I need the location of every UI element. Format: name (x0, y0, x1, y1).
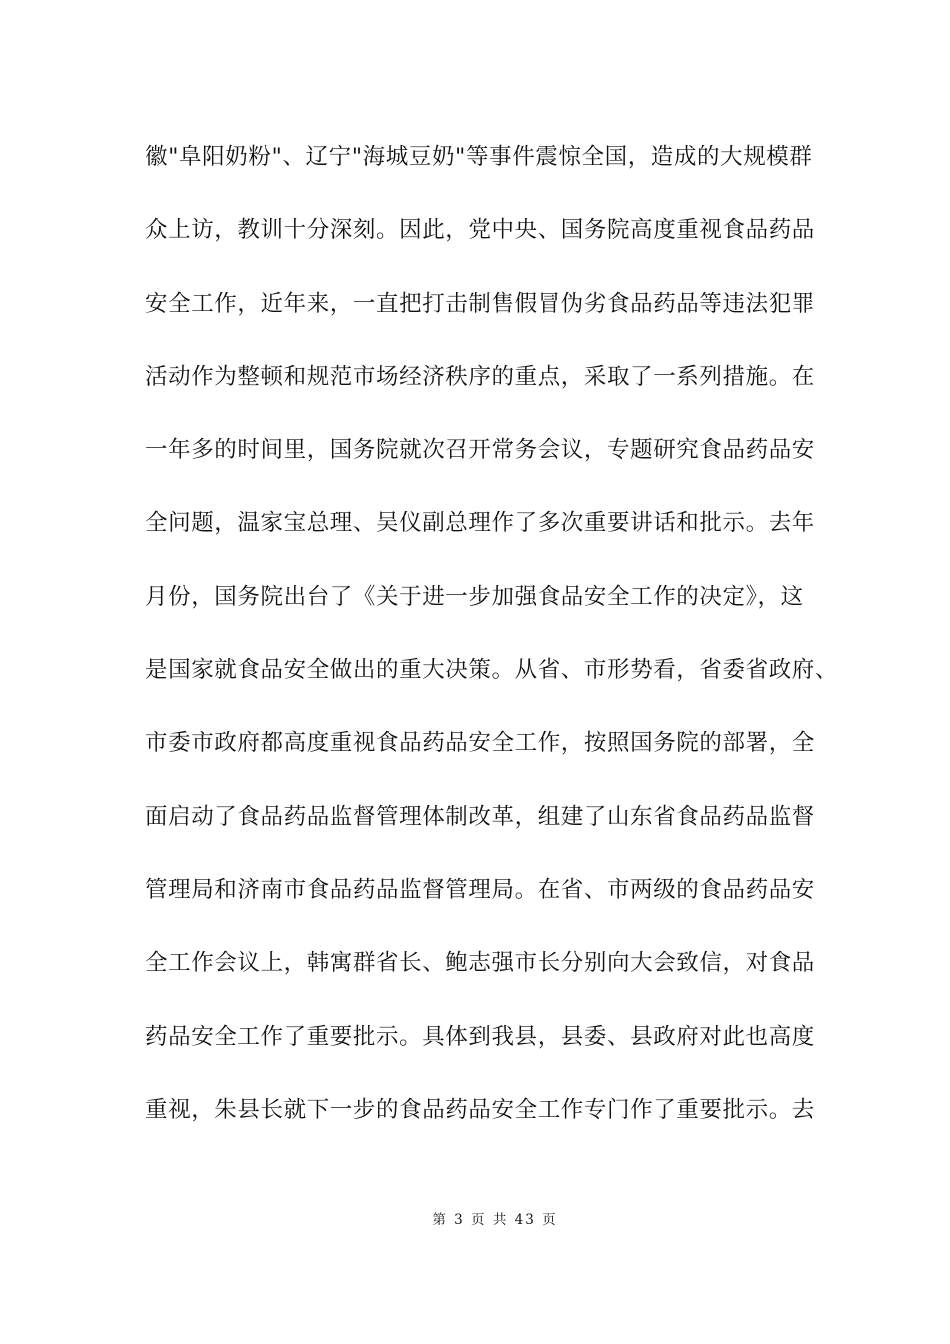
text-line-12: 全工作会议上，韩寓群省长、鲍志强市长分别向大会致信，对食品 (145, 950, 815, 977)
text-line-4: 活动作为整顿和规范市场经济秩序的重点，采取了一系列措施。在 (145, 363, 815, 390)
text-line-7: 月份，国务院出台了《关于进一步加强食品安全工作的决定》，这 (145, 583, 804, 610)
text-line-1: 徽"阜阳奶粉"、辽宁"海城豆奶"等事件震惊全国，造成的大规模群 (145, 144, 813, 170)
text-line-3: 安全工作，近年来，一直把打击制售假冒伪劣食品药品等违法犯罪 (145, 290, 815, 317)
text-line-10: 面启动了食品药品监督管理体制改革，组建了山东省食品药品监督 (145, 803, 815, 830)
text-line-9: 市委市政府都高度重视食品药品安全工作，按照国务院的部署，全 (145, 730, 815, 757)
text-line-11: 管理局和济南市食品药品监督管理局。在省、市两级的食品药品安 (145, 876, 815, 903)
text-line-13: 药品安全工作了重要批示。具体到我县，县委、县政府对此也高度 (145, 1023, 815, 1050)
body-text (145, 134, 839, 1160)
text-line-14: 重视，朱县长就下一步的食品药品安全工作专门作了重要批示。去 (145, 1096, 815, 1123)
text-line-6: 全问题，温家宝总理、吴仪副总理作了多次重要讲话和批示。去年 (145, 510, 815, 537)
text-line-8: 是国家就食品安全做出的重大决策。从省、市形势看，省委省政府、 (145, 657, 839, 684)
page-number: 第 3 页 共 43 页 (432, 1212, 558, 1228)
text-line-5: 一年多的时间里，国务院就次召开常务会议，专题研究食品药品安 (145, 437, 815, 464)
text-line-2: 众上访，教训十分深刻。因此，党中央、国务院高度重视食品药品 (145, 217, 815, 244)
page-footer (0, 1208, 950, 1228)
